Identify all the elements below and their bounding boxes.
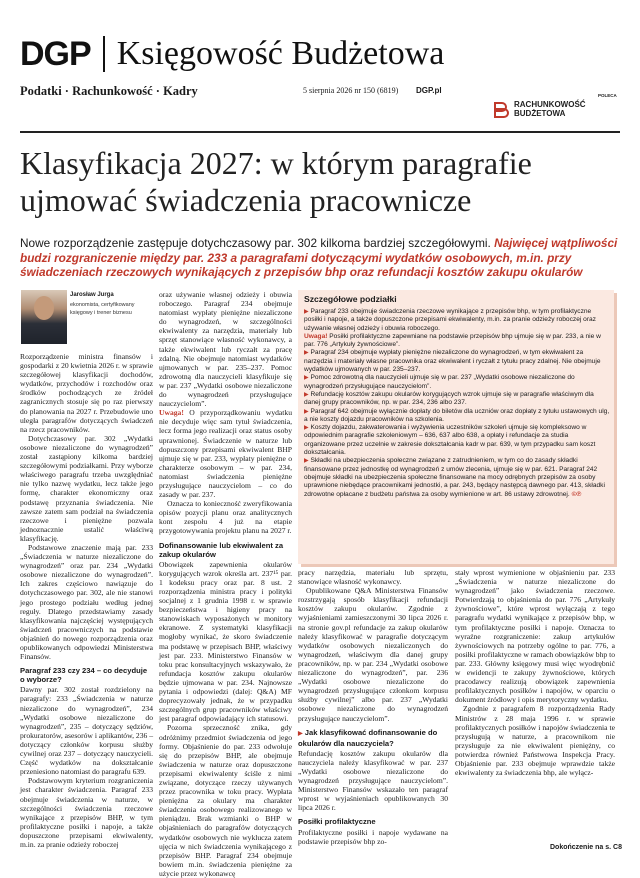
box-uwaga bbox=[304, 333, 610, 350]
paragraph: Rozporządzenie ministra finansów i gospodarki z 20 kwietnia 2026 r. w sprawie szczegółowej klasyfikacji dochodów, wydatków, przychodów i rozchodów oraz środków pochodzących ze źródeł zagranicznych stosuje się po raz pierwszy do planowania na 2027 r. Przebudowie uno uległa paragrafów dotyczących świadczeń na rzecz pracowników. bbox=[20, 352, 153, 434]
paragraph: stały wprost wymienione w objaśnieniu par. 233 „Świadczenia w naturze niezaliczone do wynagrodzeń” jako świadczenia rzeczowe. Potwierdzają to objaśnienia do par. 776 „Artykuły żywnościowe”, które wprost wyłączają z tego paragrafu wydatki wynikające z przepisów bhp, w tym profilaktyczne posiłki i napoje. Oznacza to wyraźne rozgraniczenie: zakup artykułów żywnościowych na potrzeby ogólne to par. 776, a posiłki profilaktyczne w ramach obowiązków bhp to par. 233. Główny księgowy musi więc wyodrębnić w ewidencji te zakupy żywnościowe, których pracodawcy realizują obowiązek zapewnienia profilaktycznych posiłków i napojów, w oparciu o dokument źródłowy i opis merytoryczny wydatku. bbox=[455, 568, 615, 705]
bullet-triangle-icon: ▶ bbox=[304, 309, 309, 315]
article-column-3 bbox=[298, 568, 448, 846]
bullet-triangle-icon: ▶ bbox=[304, 391, 309, 398]
masthead-logo: DGP bbox=[20, 34, 91, 73]
article-lead bbox=[20, 236, 620, 280]
paragraph: Opublikowane Q&A Ministerstwa Finansów rozstrzygają sposób klasyfikacji refundacji kosztów zakupu okularów. Zgodnie z wyjaśnieniami zamieszczonymi 30 lipca 2026 r. na stronie gov.pl refundacje za zakup okularów należy klasyfikować w paragrafie dotyczącym wydatków osobowych niezaliczonych do wynagrodzeń, właściwym dla danej grupy pracowników, np. w par. 234 „Wydatki osobowe niezaliczone do wynagrodzeń”, par. 236 „Wydatki osobowe niezaliczone do wynagrodzeń przysługujące członkom korpusu służby cywilnej” albo par. 237 „Wydatki osobowe niezaliczone do wynagrodzeń przysługujące nauczycielom”. bbox=[298, 586, 448, 723]
paragraph: Dotychczasowy par. 302 „Wydatki osobowe niezaliczone do wynagrodzeń” został zastąpiony kilkoma bardziej szczegółowymi podziałkami. Przy wyborze właściwego paragrafu trzeba uwzględniać nie tylko nazwę wydatku, lecz także jego formę, charakter ekonomiczny oraz podstawę przyznania świadczenia. Nie zawsze zatem sam podział na świadczenia rzeczowe i pieniężne pozwala jednoznacznie ustalić właściwą klasyfikację. bbox=[20, 433, 153, 543]
subheading: Posiłki profilaktyczne bbox=[298, 817, 376, 827]
bullet-triangle-icon: ▶ bbox=[304, 425, 309, 432]
paragraph: Oznacza to konieczność zweryfikowania opisów pozycji planu oraz analitycznych kont zespołu 4 już na etapie przygotowywania projektu planu na 2027 r. bbox=[159, 499, 292, 536]
box-item: ▶ Składki na ubezpieczenia społeczne związane z zatrudnieniem, w tym co do zasady składki finansowane przez jednostkę od wynagrodzeń z umów zlecenia, ujmuje się w par. 621. Paragraf 242 obejmuje składki na ubezpieczenia społeczne finansowane na mocy odrębnych przepisów za osoby uprawnione niebędące pracownikami jednostki, a par. 243, będący następcą dawnego par. 413, składki zdrowotne opłacane z budżetu państwa za osoby wymienione w art. 86 ustawy zdrowotnej. ©℗ bbox=[304, 457, 605, 498]
author-face bbox=[34, 296, 54, 320]
subheading: Paragraf 233 czy 234 – co decyduje o wyborze? bbox=[20, 666, 148, 685]
paragraph: Podstawowym kryterium rozgraniczenia jest charakter świadczenia. Paragraf 233 obejmuje świadczenia w naturze, w szczególności świadczenia rzeczowe wynikające z przepisów BHP, w tym profilaktyczne posiłki i napoje, a także dopuszczone przepisami ekwiwalenty, m.in. za pranie odzieży roboczej bbox=[20, 776, 153, 849]
paragraph: pracy narzędzia, materiału lub sprzętu, stanowiące własność wykonawcy. bbox=[298, 568, 448, 587]
author-name: Jarosław Jurga bbox=[70, 292, 114, 298]
article-column-4 bbox=[455, 568, 615, 840]
box-item: ▶ Pomoc zdrowotną dla nauczycieli ujmuje się w par. 237 „Wydatki osobowe niezaliczone do wynagrodzeń przysługujące nauczycielom”. bbox=[304, 374, 575, 390]
paragraph: Zgodnie z paragrafem 8 rozporządzenia Rady Ministrów z 28 maja 1996 r. w sprawie profilaktycznych posiłków i napojów świadczenia te przysługują w naturze, a pracownikom nie przysługuje za nie ekwiwalent pieniężny, co potwierdza również Państwowa Inspekcja Pracy. Objaśnienie par. 233 obejmuje wprawdzie także ekwiwalenty za świadczenia bhp, ale wyłącz- bbox=[455, 704, 615, 778]
article-column-1 bbox=[20, 352, 153, 849]
uwaga-label: Uwaga! bbox=[304, 332, 328, 340]
brand-line-1: RACHUNKOWOŚĆ bbox=[514, 100, 586, 109]
masthead-rule bbox=[20, 131, 620, 133]
box-item: ▶ Paragraf 642 obejmuje wyłącznie dopłaty do biletów dla uczniów oraz dopłaty z tytułu ustawowych ulg, a nie koszty dojazdu pracowników na szkolenia. bbox=[304, 407, 610, 423]
lead-highlight: Najwięcej wątpliwości budzi rozgraniczenie między par. 233 a paragrafami dotyczącymi wydatków osobowych, m.in. przy świadczeniach rzeczowych wynikających z przepisów bhp oraz refundacji kosztów zakupu okularów bbox=[20, 236, 618, 279]
subheading: ▶ Jak klasyfikować dofinansowanie do okularów dla nauczyciela? bbox=[298, 727, 438, 748]
bullet-triangle-icon: ▶ bbox=[304, 458, 309, 465]
box-item: ▶ Koszty dojazdu, zakwaterowania i wyżywienia uczestników szkoleń ujmuje się kompleksowo w odpowiednim paragrafie szkoleniowym – 636, 637 albo 638, a opłaty i refundacje za studia organizowane przez uczelnie w zakresie dokształcania kadr w par. 639, w tym przypadku sam koszt dokształcania. bbox=[304, 424, 596, 457]
uwaga-text: O przyporządkowaniu wydatku nie decyduje więc sam tytuł świadczenia, lecz forma jego realizacji oraz status osoby uprawnionej. Świadczenie w naturze lub dopuszczony przepisami ekwiwalent BHP ujmuje się w par. 233, wypłaty pieniężne o charakterze osobowym – w par. 234, natomiast świadczenia pieniężne przysługujące nauczycielom – co do zasady w par. 237. bbox=[159, 408, 292, 500]
masthead bbox=[20, 34, 444, 74]
article-headline: Klasyfikacja 2027: w którym paragrafie ujmować świadczenia pracownicze bbox=[20, 145, 532, 218]
lead-normal: Nowe rozporządzenie zastępuje dotychczasowy par. 302 kilkoma bardziej szczegółowymi. bbox=[20, 236, 495, 250]
bullet-triangle-icon: ▶ bbox=[304, 350, 309, 357]
box-body bbox=[304, 308, 610, 499]
masthead-section-title: Księgowość Budżetowa bbox=[116, 35, 445, 72]
bullet-triangle-icon: ▶ bbox=[298, 730, 303, 737]
signature-icon: ©℗ bbox=[571, 490, 582, 498]
brand-text bbox=[514, 100, 586, 118]
paragraph: oraz używanie własnej odzieży i obuwia roboczego. Paragraf 234 obejmuje natomiast wypłaty pieniężne niezaliczone do wynagrodzeń, w szczególności ekwiwalenty za narzędzia, materiały lub sprzęt stanowiące własność wykonawcy, a także ekwiwalent lub ryczałt za pracę zdalną. Nie obejmuje natomiast wydatków ujmowanych w par. 235–237. Pomoc zdrowotną dla nauczycieli klasyfikuje się w par. 237 „Wydatki osobowe niezaliczone do wynagrodzeń przysługujące nauczycielom”. bbox=[159, 290, 292, 409]
bullet-triangle-icon: ▶ bbox=[304, 375, 309, 382]
paragraph: Dawny par. 302 został rozdzielony na paragrafy: 233 „Świadczenia w naturze niezaliczone do wynagrodzeń”, 234 „Wydatki osobowe niezaliczone do wynagrodzeń”, 235 – dotyczący sędziów, prokuratorów, asesorów i aplikantów, 236 – dotyczący członków korpusu służby cywilnej oraz 237 – dotyczący nauczycieli. Część wydatków na dokształcanie przeniesiono natomiast do paragrafu 639. bbox=[20, 685, 153, 777]
box-item: ▶ Paragraf 233 obejmuje świadczenia rzeczowe wynikające z przepisów bhp, w tym profilaktyczne posiłki i napoje, a także dopuszczone przepisami ekwiwalenty, m.in. za pranie odzieży roboczej oraz używanie własnej odzieży i obuwia roboczego. bbox=[304, 308, 596, 332]
box-item: ▶ Paragraf 234 obejmuje wypłaty pieniężne niezaliczone do wynagrodzeń, w tym ekwiwalent za narzędzia i materiały własne pracownika oraz ekwiwalent i ryczałt z tytułu pracy zdalnej. Nie obejmuje wydatków ujmowanych w par. 235–237. bbox=[304, 349, 601, 374]
site-link[interactable]: DGP.pl bbox=[416, 86, 442, 95]
brand-line-2: BUDŻETOWA bbox=[514, 109, 566, 118]
uwaga-label: Uwaga! bbox=[159, 408, 184, 418]
uwaga-text: Posiłki profilaktyczne zapewniane na podstawie przepisów bhp ujmuje się w par. 233, a nie w par. 776 „Artykuły żywnościowe”. bbox=[304, 332, 601, 349]
paragraph: Podstawowe znaczenie mają par. 233 „Świadczenia w naturze niezaliczone do wynagrodzeń” oraz par. 234 „Wydatki osobowe niezaliczone do wynagrodzeń”. Ich zakres częściowo nawiązuje do dotychczasowego par. 302, ale nie stanowi jego prostego podziału według jednej reguły. Dlatego przedstawiamy zasady klasyfikowania najczęściej występujących świadczeń pracowniczych na podstawie objaśnień do nowego rozporządzenia oraz opublikowanych odpowiedzi Ministerstwa Finansów. bbox=[20, 542, 153, 662]
box-item: ▶ Refundację kosztów zakupu okularów korygujących wzrok ujmuje się w paragrafie właściwym dla danej grupy pracowników, np. w par. 234, 236 albo 237. bbox=[304, 390, 594, 407]
author-role: ekonomista, certyfikowany księgowy i trener biznesu bbox=[70, 302, 135, 316]
rachunkowosc-budzetowa-logo bbox=[493, 100, 586, 118]
bullet-triangle-icon: ▶ bbox=[304, 408, 309, 415]
recommend-label: POLECA bbox=[598, 93, 617, 98]
article-column-2 bbox=[159, 290, 292, 878]
paragraph: Profilaktyczne posiłki i napoje wydawane na podstawie przepisów bhp zo- bbox=[298, 827, 448, 846]
paragraph: Obowiązek zapewnienia okularów korygujących wzrok określa art. 237¹⁵ par. 1 kodeksu pracy oraz par. 8 ust. 2 rozporządzenia ministra pracy i polityki socjalnej z 1 grudnia 1998 r. w sprawie bezpieczeństwa i higieny pracy na stanowiskach wyposażonych w monitory ekranowe. Z systematyki klasyfikacji mogłoby wynikać, że skoro świadczenie ma podstawę w przepisach BHP, właściwy jest par. 233. Ministerstwo Finansów w toku prac konsultacyjnych wskazywało, że refundacja kosztów zakupu okularów będzie ujmowana w par. 234. Najnowsze pytania i odpowiedzi (dalej: Q&A) MF doprecyzowały jednak, że w przypadku szczególnych grup pracowników właściwy jest paragraf odpowiadający ich statusowi. bbox=[159, 559, 292, 724]
detail-sidebar-box bbox=[298, 290, 614, 564]
paragraph: Refundację kosztów zakupu okularów dla nauczyciela należy klasyfikować w par. 237 „Wydatki osobowe niezaliczone do wynagrodzeń przysługujące nauczycielom”. Ministerstwo Finansów wskazało ten paragraf wprost w wyjaśnieniach opublikowanych 30 lipca 2026 r. bbox=[298, 748, 448, 813]
author-photo bbox=[21, 290, 67, 344]
continued-note: Dokończenie na s. C8 bbox=[550, 844, 622, 851]
subheading: Dofinansowanie lub ekwiwalent za zakup okularów bbox=[159, 540, 284, 559]
section-nav[interactable]: Podatki · Rachunkowość · Kadry bbox=[20, 84, 198, 98]
masthead-divider bbox=[103, 36, 105, 72]
paragraph: Pozorna sprzeczność znika, gdy odróżnimy przedmiot świadczenia od jego formy. Objaśnienie do par. 233 odwołuje się do przepisów BHP, ale obejmuje świadczenia w naturze oraz dopuszczone przepisami ekwiwalenty ściśle z nimi związane, dotyczące rzeczy używanych przez pracownika w toku pracy. Wypłata pieniężna za okulary ma charakter świadczenia osobowego realizowanego w pieniądzu. Brak wzmianki o BHP w objaśnieniach do paragrafów dotyczących wydatków osobowych nie wyklucza zatem ujęcia w nich świadczenia wynikającego z przepisów BHP. Paragraf 234 obejmuje bowiem m.in. świadczenia pieniężne za użycie przez wykonawcę bbox=[159, 723, 292, 878]
issue-date: 5 sierpnia 2026 nr 150 (6819) bbox=[303, 86, 399, 95]
rb-logo-icon bbox=[493, 100, 511, 118]
box-title: Szczegółowe podziałki bbox=[304, 294, 397, 304]
